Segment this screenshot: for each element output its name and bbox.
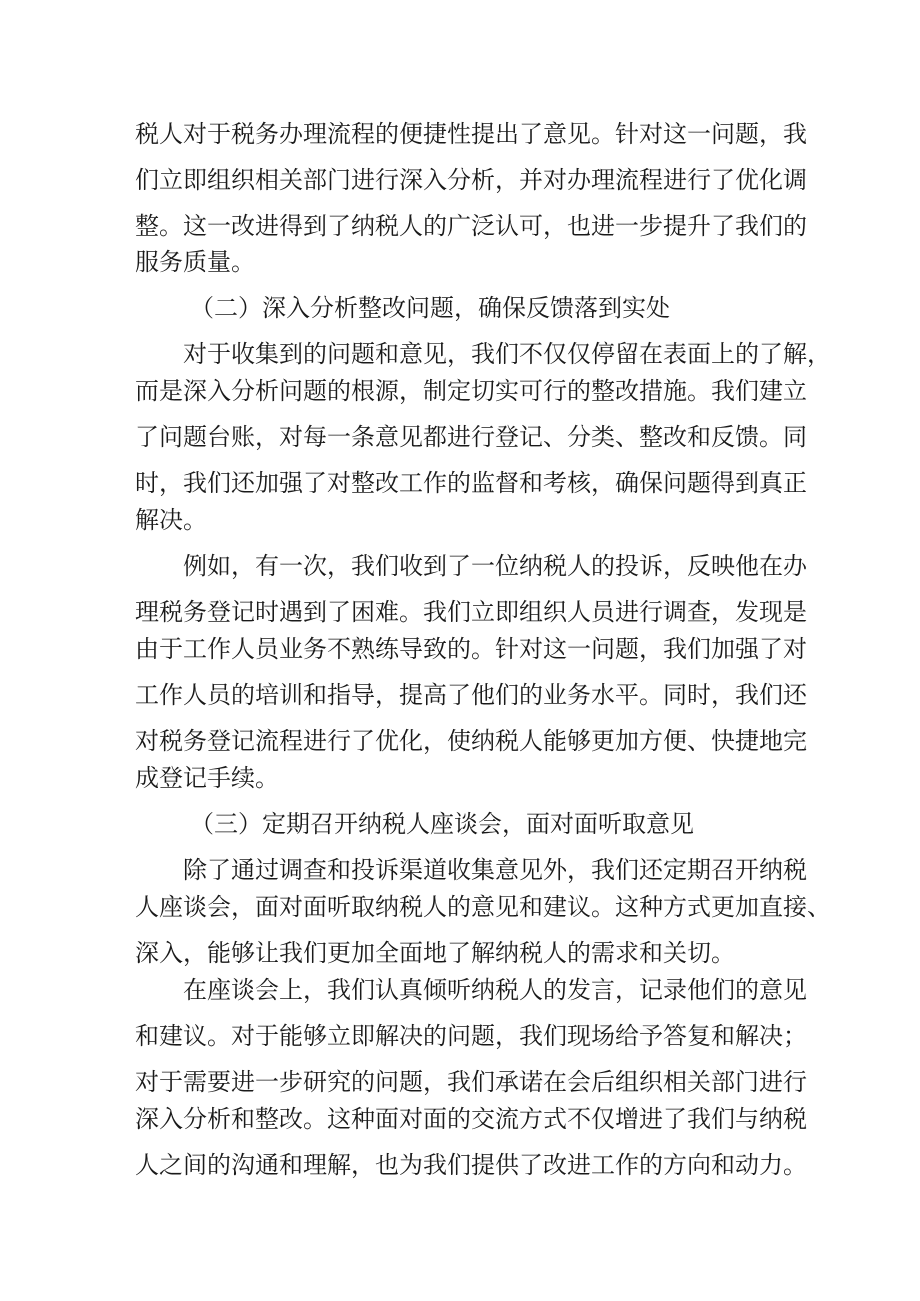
paragraph-line: 在座谈会上，我们认真倾听纳税人的发言，记录他们的意见 [183, 976, 807, 1004]
paragraph-line: 对于需要进一步研究的问题，我们承诺在会后组织相关部门进行 [135, 1068, 807, 1096]
paragraph-line: 深入分析和整改。这种面对面的交流方式不仅增进了我们与纳税 [135, 1105, 807, 1133]
paragraph-line: 工作人员的培训和指导，提高了他们的业务水平。同时，我们还 [135, 681, 807, 709]
paragraph-line: 除了通过调查和投诉渠道收集意见外，我们还定期召开纳税 [183, 856, 807, 884]
paragraph-line: 而是深入分析问题的根源，制定切实可行的整改措施。我们建立 [135, 377, 807, 405]
section-heading: （三）定期召开纳税人座谈会，面对面听取意见 [190, 810, 694, 838]
paragraph-line: 理税务登记时遇到了困难。我们立即组织人员进行调查，发现是 [135, 598, 807, 626]
paragraph-line: 服务质量。 [135, 248, 255, 276]
paragraph-line: 了问题台账，对每一条意见都进行登记、分类、整改和反馈。同 [135, 423, 807, 451]
paragraph-line: 由于工作人员业务不熟练导致的。针对这一问题，我们加强了对 [135, 635, 807, 663]
paragraph-line: 和建议。对于能够立即解决的问题，我们现场给予答复和解决； [135, 1022, 807, 1050]
paragraph-line: 人座谈会，面对面听取纳税人的意见和建议。这种方式更加直接、 [135, 893, 831, 921]
section-heading: （二）深入分析整改问题，确保反馈落到实处 [190, 294, 670, 322]
paragraph-line: 对税务登记流程进行了优化，使纳税人能够更加方便、快捷地完 [135, 727, 807, 755]
paragraph-line: 成登记手续。 [135, 764, 279, 792]
paragraph-line: 例如，有一次，我们收到了一位纳税人的投诉，反映他在办 [183, 552, 807, 580]
paragraph-line: 人之间的沟通和理解，也为我们提供了改进工作的方向和动力。 [135, 1151, 807, 1179]
paragraph-line: 整。这一改进得到了纳税人的广泛认可，也进一步提升了我们的 [135, 212, 807, 240]
paragraph-line: 解决。 [135, 506, 207, 534]
paragraph-line: 对于收集到的问题和意见，我们不仅仅停留在表面上的了解， [183, 340, 831, 368]
paragraph-line: 们立即组织相关部门进行深入分析，并对办理流程进行了优化调 [135, 166, 807, 194]
paragraph-line: 深入，能够让我们更加全面地了解纳税人的需求和关切。 [135, 939, 735, 967]
paragraph-line: 时，我们还加强了对整改工作的监督和考核，确保问题得到真正 [135, 469, 807, 497]
paragraph-line: 税人对于税务办理流程的便捷性提出了意见。针对这一问题，我 [135, 120, 807, 148]
